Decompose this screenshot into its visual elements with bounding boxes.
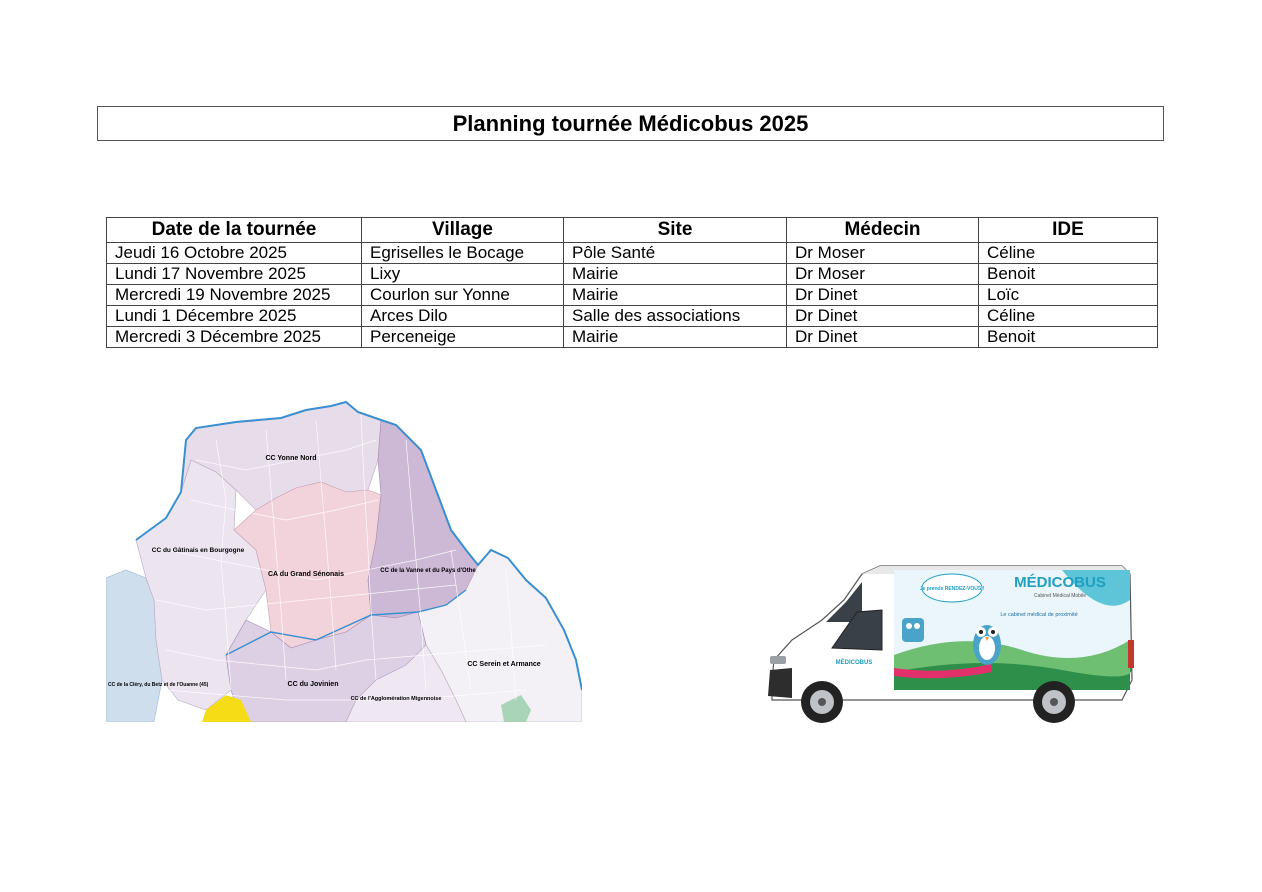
cell-ide: Céline: [979, 306, 1158, 327]
table-row: [107, 306, 1158, 327]
cell-date: Mercredi 3 Décembre 2025: [107, 327, 362, 348]
label-yonne-nord: CC Yonne Nord: [265, 455, 317, 462]
header-site: Site: [564, 218, 787, 243]
planning-table: [106, 217, 1158, 348]
cell-medecin: Dr Dinet: [787, 285, 979, 306]
cell-date: Jeudi 16 Octobre 2025: [107, 243, 362, 264]
territory-map-svg: [106, 400, 582, 722]
rear-wheel-icon: [1033, 681, 1075, 723]
owl-mascot-icon: [973, 625, 1001, 665]
cell-village: Egriselles le Bocage: [362, 243, 564, 264]
header-village: Village: [362, 218, 564, 243]
table-row: [107, 243, 1158, 264]
cell-village: Courlon sur Yonne: [362, 285, 564, 306]
van-rear-light: [1128, 640, 1134, 668]
van-brand-subtitle: Cabinet Médical Mobile: [1034, 593, 1086, 599]
van-bumper: [768, 668, 792, 698]
table-row: [107, 285, 1158, 306]
cell-village: Arces Dilo: [362, 306, 564, 327]
label-jovinien: CC du Jovinien: [287, 681, 339, 688]
cell-site: Mairie: [564, 264, 787, 285]
front-wheel-icon: [801, 681, 843, 723]
cell-site: Mairie: [564, 285, 787, 306]
van-brand: MÉDICOBUS: [1014, 574, 1106, 591]
cell-date: Lundi 17 Novembre 2025: [107, 264, 362, 285]
van-slogan: Le cabinet médical de proximité: [1000, 612, 1078, 618]
label-grand-senonais: CA du Grand Sénonais: [268, 571, 344, 578]
header-ide: IDE: [979, 218, 1158, 243]
cell-site: Pôle Santé: [564, 243, 787, 264]
header-date: Date de la tournée: [107, 218, 362, 243]
van-bubble-text: Je prends RENDEZ-VOUS !: [919, 586, 985, 592]
cell-ide: Loïc: [979, 285, 1158, 306]
cell-medecin: Dr Moser: [787, 264, 979, 285]
cell-ide: Benoit: [979, 264, 1158, 285]
label-clery: CC de la Cléry, du Betz et de l'Ouanne (45): [108, 682, 209, 688]
van-headlight: [770, 656, 786, 664]
cell-medecin: Dr Dinet: [787, 327, 979, 348]
van-svg: [762, 560, 1136, 728]
table-row: [107, 327, 1158, 348]
territory-map: [106, 400, 582, 722]
cell-medecin: Dr Dinet: [787, 306, 979, 327]
table-row: [107, 264, 1158, 285]
cell-medecin: Dr Moser: [787, 243, 979, 264]
document-title: Planning tournée Médicobus 2025: [97, 106, 1164, 141]
cell-date: Mercredi 19 Novembre 2025: [107, 285, 362, 306]
table-header-row: [107, 218, 1158, 243]
label-vanne-othe: CC de la Vanne et du Pays d'Othe: [380, 568, 476, 574]
cell-ide: Benoit: [979, 327, 1158, 348]
cell-village: Perceneige: [362, 327, 564, 348]
cell-village: Lixy: [362, 264, 564, 285]
van-door-logo: MÉDICOBUS: [835, 660, 873, 666]
cell-site: Mairie: [564, 327, 787, 348]
cell-site: Salle des associations: [564, 306, 787, 327]
medicobus-van-illustration: [762, 560, 1136, 728]
label-gatinais: CC du Gâtinais en Bourgogne: [151, 547, 245, 554]
header-medecin: Médecin: [787, 218, 979, 243]
label-serein-armance: CC Serein et Armance: [467, 661, 541, 668]
small-owl-icon: [902, 618, 924, 642]
cell-ide: Céline: [979, 243, 1158, 264]
label-migennois: CC de l'Agglomération Migennoise: [350, 696, 442, 702]
cell-date: Lundi 1 Décembre 2025: [107, 306, 362, 327]
